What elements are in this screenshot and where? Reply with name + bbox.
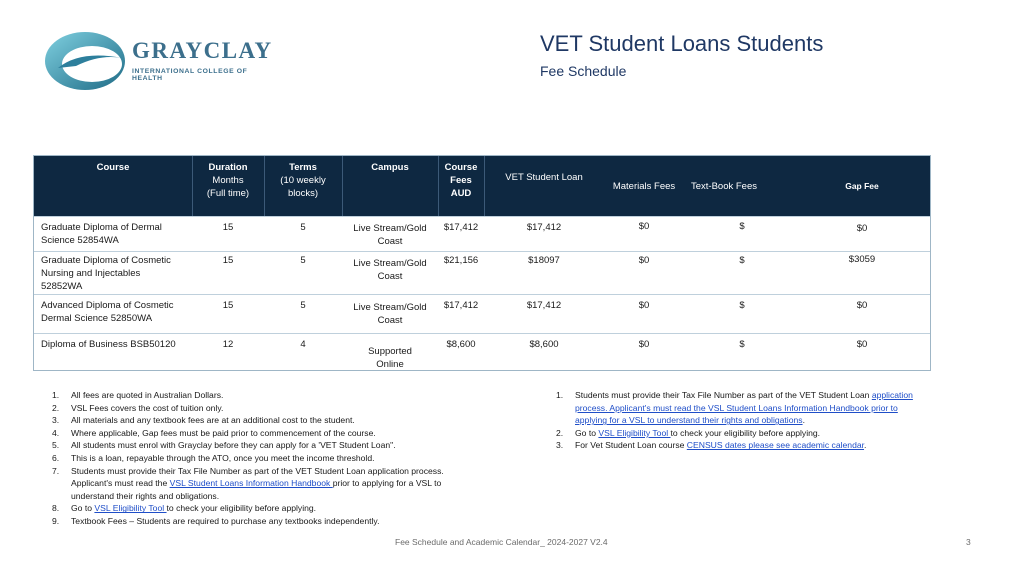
table-row <box>34 294 930 333</box>
vsl-eligibility-link[interactable]: VSL Eligibility Tool <box>94 503 167 514</box>
header-duration: Duration Months (Full time) <box>206 162 250 199</box>
header-terms: Terms (10 weekly blocks) <box>280 162 326 199</box>
header-materials: Materials Fees <box>612 181 676 192</box>
cell-terms: 5 <box>300 300 306 311</box>
cell-textbook: $ <box>739 221 745 232</box>
cell-fees: $17,412 <box>443 222 479 233</box>
note-item: 4. Where applicable, Gap fees must be paid prior to commencement of the course. <box>52 427 376 438</box>
header-gap-fee: Gap Fee <box>845 181 879 191</box>
cell-gap: $0 <box>856 223 868 234</box>
cell-course: Graduate Diploma of Dermal Science 52854WA <box>41 222 162 246</box>
cell-terms: 5 <box>300 222 306 233</box>
cell-loan: $8,600 <box>529 339 559 350</box>
cell-fees: $21,156 <box>443 255 479 266</box>
cell-campus: Supported Online <box>368 346 412 370</box>
table-header <box>34 156 930 216</box>
cell-loan: $17,412 <box>526 300 562 311</box>
cell-course: Diploma of Business BSB50120 <box>41 339 176 350</box>
logo-swirl-icon <box>40 28 130 94</box>
cell-duration: 15 <box>222 222 234 233</box>
cell-duration: 15 <box>222 300 234 311</box>
note-item: 3. For Vet Student Loan course CENSUS dates please see academic calendar. <box>556 440 867 451</box>
cell-terms: 4 <box>300 339 306 350</box>
cell-materials: $0 <box>638 221 650 232</box>
cell-textbook: $ <box>739 300 745 311</box>
notes-left <box>52 389 492 528</box>
vsl-handbook-link[interactable]: application process. Applicant's must read the VSL Student Loans Information Handbook prior to applying for a VSL to understand their rights and obligations <box>575 390 913 426</box>
note-item: 6. This is a loan, repayable through the ATO, once you meet the income threshold. <box>52 452 375 463</box>
college-logo <box>40 28 273 94</box>
vsl-eligibility-link[interactable]: VSL Eligibility Tool <box>598 427 671 438</box>
cell-campus: Live Stream/Gold Coast <box>353 258 427 282</box>
header-course-fees: Course Fees AUD <box>444 162 478 199</box>
note-item: 1. All fees are quoted in Australian Dollars. <box>52 390 224 400</box>
page-subtitle: Fee Schedule <box>540 63 627 79</box>
header-campus: Campus <box>371 162 409 173</box>
cell-terms: 5 <box>300 255 306 266</box>
logo-subtitle: INTERNATIONAL COLLEGE OF HEALTH <box>132 68 248 82</box>
cell-gap: $3059 <box>848 254 876 265</box>
cell-materials: $0 <box>638 339 650 350</box>
cell-textbook: $ <box>739 339 745 350</box>
cell-loan: $17,412 <box>526 222 562 233</box>
page-number: 3 <box>966 537 971 547</box>
cell-campus: Live Stream/Gold Coast <box>353 302 427 326</box>
cell-materials: $0 <box>638 255 650 266</box>
table-row <box>34 251 930 294</box>
page-title: VET Student Loans Students <box>540 31 824 56</box>
note-item: 1. Students must provide their Tax File Number as part of the VET Student Loan application process. Applicant's must read the VSL Student Loans Information Handbook prior to applying for a VSL to understand their rights and obligations. <box>556 390 913 426</box>
notes-right <box>556 389 926 452</box>
note-item: 5. All students must enrol with Grayclay before they can apply for a 'VET Student Loan". <box>52 440 396 451</box>
vsl-handbook-link[interactable]: VSL Student Loans Information Handbook <box>169 478 333 489</box>
note-item: 7. Students must provide their Tax File Number as part of the VET Student Loan application process. Applicant's must read the VSL Student Loans Information Handbook prior to applying for a VSL to understand their rights and obligations. <box>52 465 444 501</box>
cell-fees: $8,600 <box>446 339 476 350</box>
cell-duration: 12 <box>222 339 234 350</box>
note-item: 2. Go to VSL Eligibility Tool to check your eligibility before applying. <box>556 427 821 438</box>
cell-course: Graduate Diploma of Cosmetic Nursing and Injectables 52852WA <box>41 255 171 292</box>
note-item: 2. VSL Fees covers the cost of tuition only. <box>52 402 224 413</box>
cell-loan: $18097 <box>528 255 560 266</box>
table-row <box>34 216 930 251</box>
footer-text: Fee Schedule and Academic Calendar_ 2024-2027 V2.4 <box>395 537 608 547</box>
header-vet-loan: VET Student Loan <box>505 172 583 183</box>
cell-duration: 15 <box>222 255 234 266</box>
header-course: Course <box>96 162 130 173</box>
note-item: 3. All materials and any textbook fees are at an additional cost to the student. <box>52 415 355 426</box>
cell-gap: $0 <box>856 339 868 350</box>
note-item: 9. Textbook Fees – Students are required to purchase any textbooks independently. <box>52 515 380 526</box>
cell-gap: $0 <box>856 300 868 311</box>
cell-materials: $0 <box>638 300 650 311</box>
logo-name: GRAYCLAY <box>132 38 273 63</box>
fee-table <box>33 155 931 371</box>
census-dates-link[interactable]: CENSUS dates please see academic calendar <box>686 440 865 451</box>
cell-campus: Live Stream/Gold Coast <box>353 223 427 247</box>
note-item: 8. Go to VSL Eligibility Tool to check your eligibility before applying. <box>52 503 317 514</box>
cell-course: Advanced Diploma of Cosmetic Dermal Science 52850WA <box>41 300 174 324</box>
header-textbook: Text-Book Fees <box>691 181 757 192</box>
cell-textbook: $ <box>739 255 745 266</box>
cell-fees: $17,412 <box>443 300 479 311</box>
table-row <box>34 333 930 371</box>
